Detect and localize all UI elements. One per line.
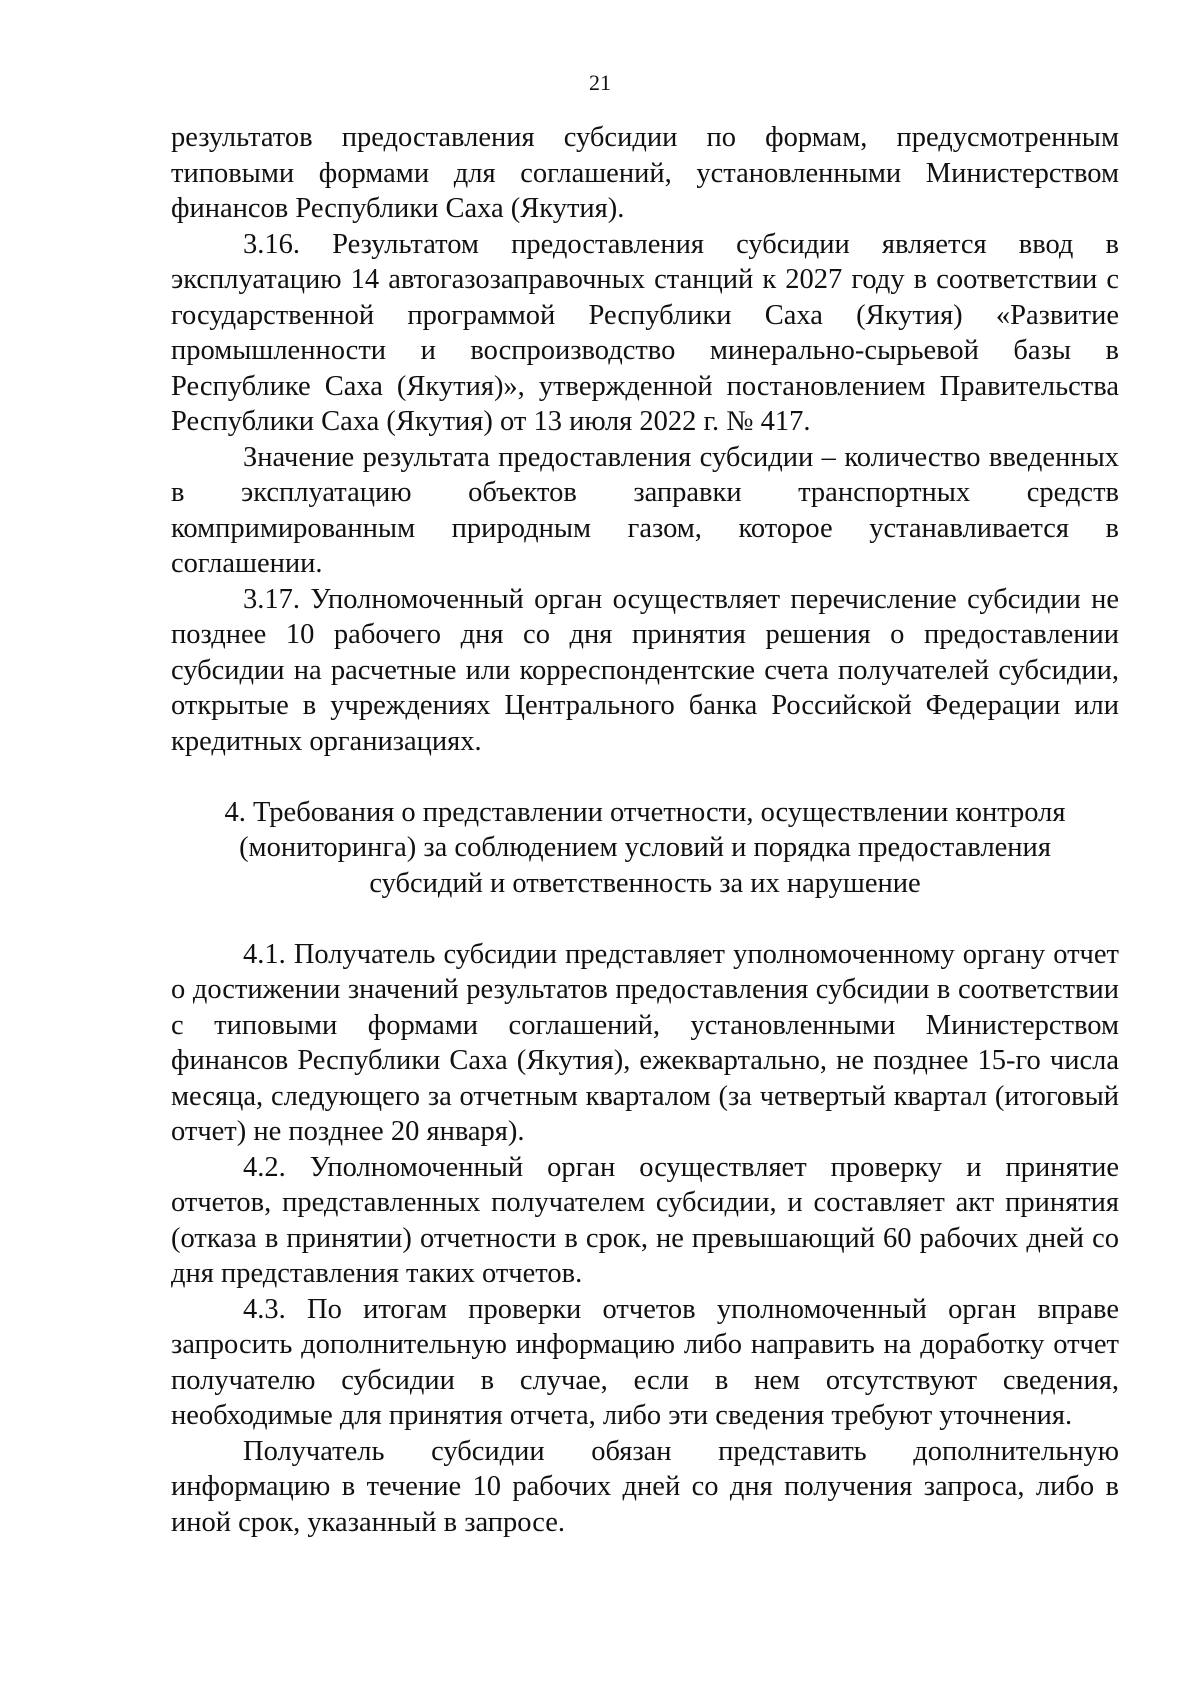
paragraph-result-value: Значение результата предоставления субсидии – количество введенных в эксплуатацию объектов заправки транспортных средств компримированным природным газом, которое устанавливается в соглашении.: [171, 441, 1119, 579]
paragraph-4-2: 4.2. Уполномоченный орган осуществляет проверку и принятие отчетов, представленных получателем субсидии, и составляет акт принятия (отказа в принятии) отчетности в срок, не превышающий 60 рабочих дней со дня представления таких отчетов.: [171, 1151, 1119, 1289]
paragraph-4-1: 4.1. Получатель субсидии представляет уполномоченному органу отчет о достижении значений результатов предоставления субсидии в соответствии с типовыми формами соглашений, установленными Министерством финансов Республики Саха (Якутия), ежеквартально, не позднее 15-го числа месяца, следующего за отчетным кварталом (за четвертый квартал (итоговый отчет) не позднее 20 января).: [171, 938, 1119, 1147]
paragraph-continuation: результатов предоставления субсидии по формам, предусмотренным типовыми формами для соглашений, установленными Министерством финансов Республики Саха (Якутия).: [171, 122, 1119, 224]
paragraph-additional-info: Получатель субсидии обязан представить дополнительную информацию в течение 10 рабочих дней со дня получения запроса, либо в иной срок, указанный в запросе.: [171, 1435, 1119, 1538]
page-number: 21: [589, 70, 611, 95]
paragraph-4-3: 4.3. По итогам проверки отчетов уполномоченный орган вправе запросить дополнительную информацию либо направить на доработку отчет получателю субсидии в случае, если в нем отсутствуют сведения, необходимые для принятия отчета, либо эти сведения требуют уточнения.: [171, 1293, 1119, 1431]
document-body: [171, 120, 1119, 1540]
paragraph-3-16: 3.16. Результатом предоставления субсидии является ввод в эксплуатацию 14 автогазозаправочных станций к 2027 году в соответствии с государственной программой Республики Саха (Якутия) «Развитие промышленности и воспроизводство минерально-сырьевой базы в Республике Саха (Якутия)», утвержденной постановлением Правительства Республики Саха (Якутия) от 13 июля 2022 г. № 417.: [171, 228, 1119, 437]
paragraph-3-17: 3.17. Уполномоченный орган осуществляет перечисление субсидии не позднее 10 рабочего дня со дня принятия решения о предоставлении субсидии на расчетные или корреспондентские счета получателей субсидии, открытые в учреждениях Центрального банка Российской Федерации или кредитных организациях.: [171, 583, 1119, 757]
section-heading-4: 4. Требования о представлении отчетности, осуществлении контроля (мониторинга) за соблюдением условий и порядка предоставления субсидий и ответственность за их нарушение: [224, 796, 1066, 899]
